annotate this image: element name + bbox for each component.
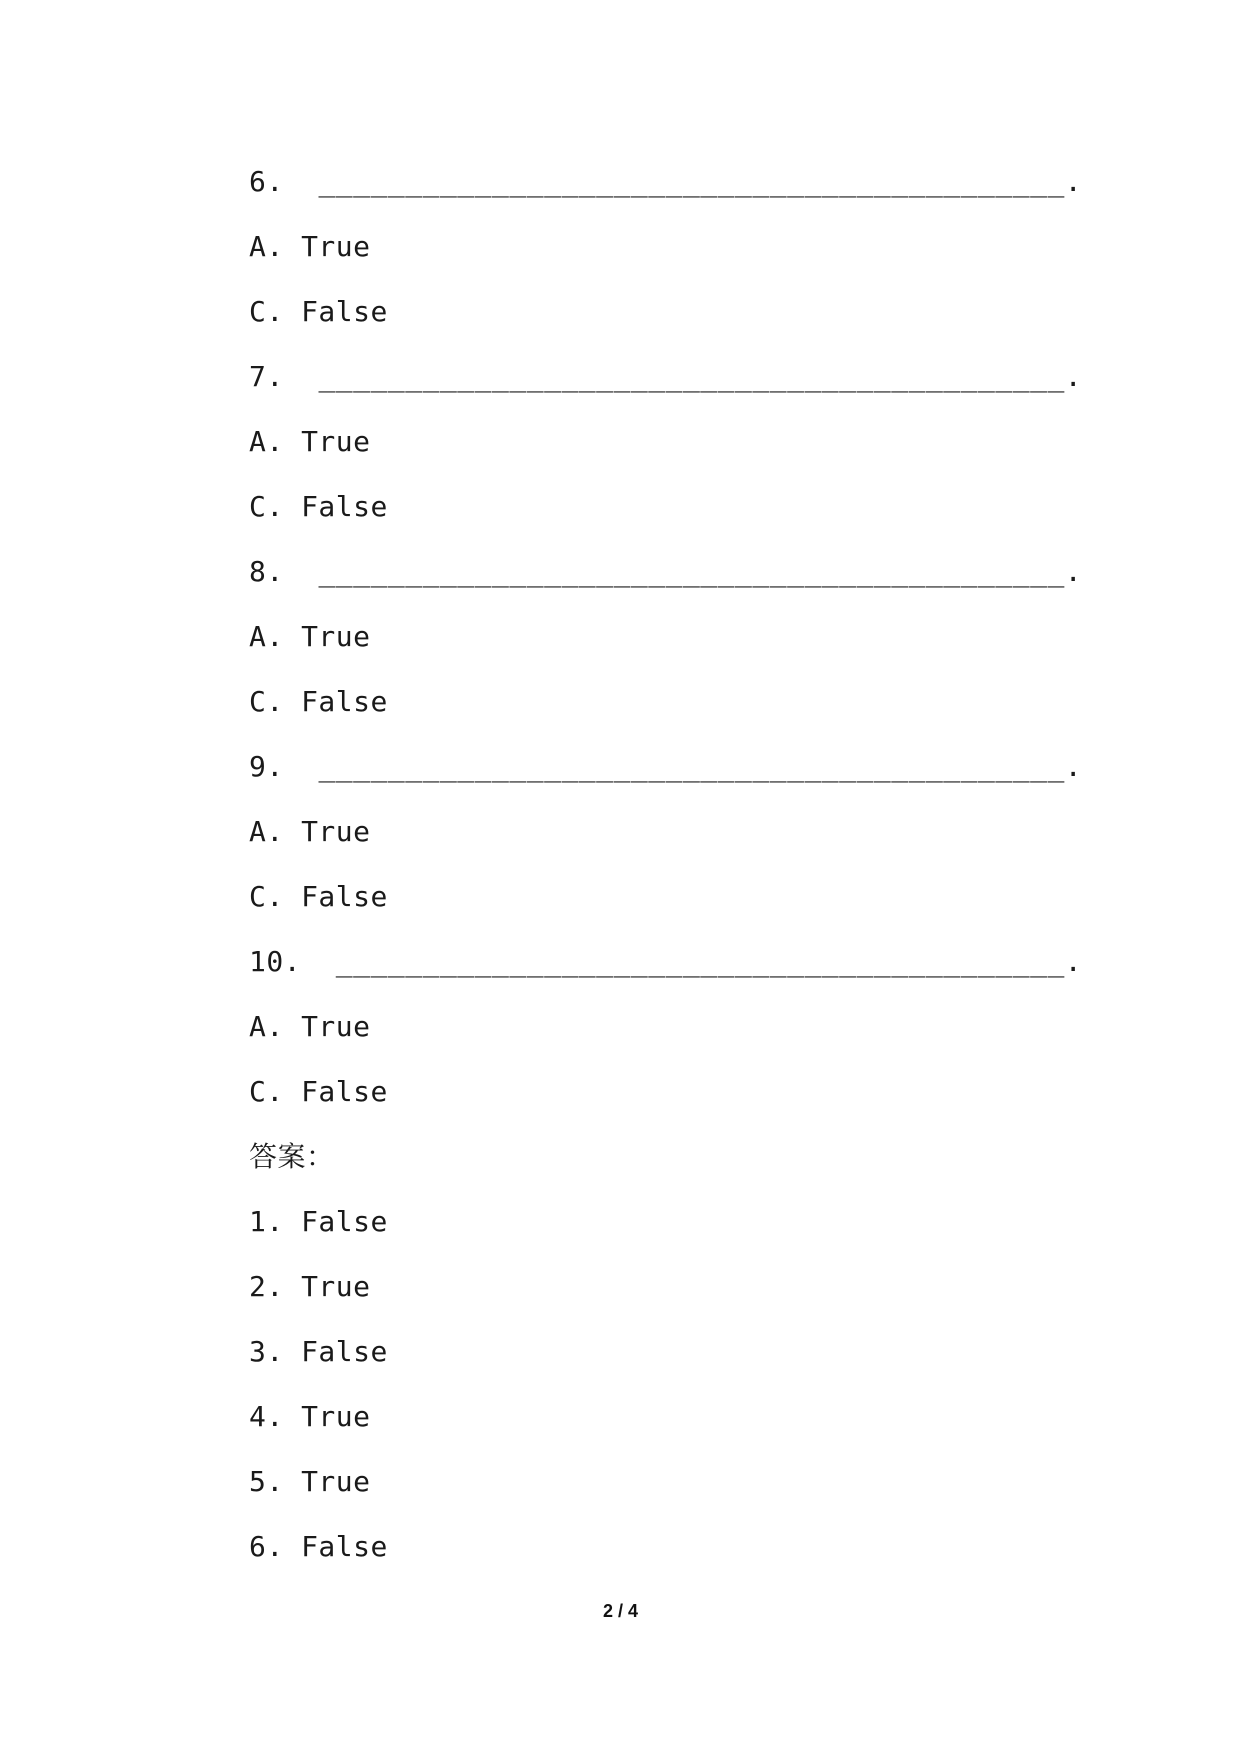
question-number: 9. bbox=[249, 750, 284, 783]
question-line bbox=[249, 940, 1083, 1005]
option-a: A. True bbox=[249, 425, 371, 458]
question-block bbox=[249, 355, 1083, 550]
question-block bbox=[249, 940, 1083, 1135]
option-a: A. True bbox=[249, 620, 371, 653]
option-a: A. True bbox=[249, 815, 371, 848]
answer-item: 5. True bbox=[249, 1465, 371, 1498]
option-a: A. True bbox=[249, 230, 371, 263]
question-number: 6. bbox=[249, 165, 284, 198]
answer-item: 1. False bbox=[249, 1205, 388, 1238]
question-line bbox=[249, 355, 1083, 420]
question-number: 10. bbox=[249, 945, 302, 978]
question-block bbox=[249, 160, 1083, 355]
page-number: 2 / 4 bbox=[602, 1601, 639, 1621]
option-c: C. False bbox=[249, 880, 388, 913]
question-number: 8. bbox=[249, 555, 284, 588]
option-c: C. False bbox=[249, 295, 388, 328]
question-block bbox=[249, 745, 1083, 940]
question-number: 7. bbox=[249, 360, 284, 393]
answer-item: 2. True bbox=[249, 1270, 371, 1303]
option-c: C. False bbox=[249, 1075, 388, 1108]
question-line bbox=[249, 745, 1083, 810]
question-line bbox=[249, 550, 1083, 615]
question-line bbox=[249, 160, 1083, 225]
answer-blank: ___________________________________________. bbox=[318, 165, 1083, 198]
answer-blank: __________________________________________. bbox=[335, 945, 1083, 978]
option-c: C. False bbox=[249, 490, 388, 523]
answer-item: 3. False bbox=[249, 1335, 388, 1368]
option-c: C. False bbox=[249, 685, 388, 718]
answer-blank: ___________________________________________. bbox=[318, 360, 1083, 393]
answer-item: 6. False bbox=[249, 1530, 388, 1563]
question-block bbox=[249, 550, 1083, 745]
answers-list bbox=[249, 1200, 1049, 1590]
quiz-content bbox=[249, 160, 1083, 1590]
answer-blank: ___________________________________________. bbox=[318, 750, 1083, 783]
answers-heading: 答案： bbox=[249, 1140, 335, 1173]
answer-item: 4. True bbox=[249, 1400, 371, 1433]
option-a: A. True bbox=[249, 1010, 371, 1043]
answer-blank: ___________________________________________. bbox=[318, 555, 1083, 588]
